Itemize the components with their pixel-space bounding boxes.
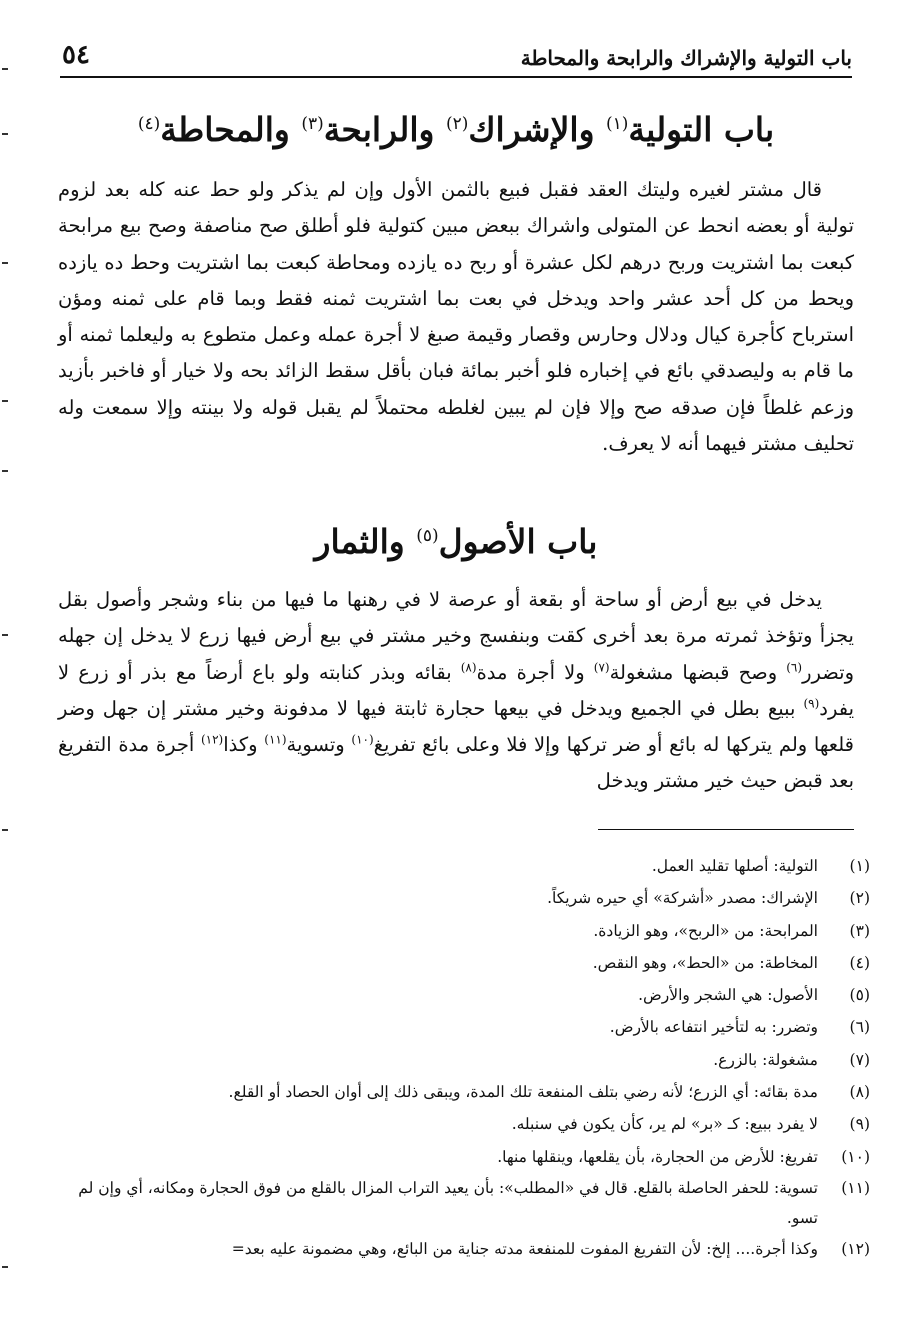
section-title-tawliya: باب التولية$^{(١)}$ والإشراك$^{(٢)}$ والرابحة$^{(٣)}$ والمحاطة$^{(٤)}$ [137,110,775,149]
footnote-item: (١٢) وكذا أجرة.... إلخ: لأن التفريغ المفوت للمنفعة مدته جناية من البائع، وهي مضمونة عليه بعد= [231,1239,870,1258]
scan-margin-mark [2,1266,8,1268]
footnote-item: (٣) المرابحة: من «الربح»، وهو الزيادة. [593,921,870,940]
footnotes-list [60,850,870,1265]
scan-margin-mark [2,262,8,264]
scan-margin-mark [2,829,8,831]
running-title: باب التولية والإشراك والرابحة والمحاطة [520,46,852,70]
section2-paragraph: يدخل في بيع أرض أو ساحة أو بقعة أو عرصة لا في رهنها ما فيها من بناء وشجر وأصول بقل يجزأ وتؤخذ ثمرته مرة بعد أخرى كقت وبنفسج وخير مشتر في بيع أرض فيها زرع لا يدخل إن جهله وتضرر$^{(٦)}$ وصح قبضها مشغولة$^{(٧)}$ ولا أجرة مدة$^{(٨)}$ بقائه وبذر كنابته ولو باع أرضاً مع بذر أو زرع لا يفرد$^{(٩)}$ ببيع بطل في الجميع ويدخل في بيعها حجارة ثابتة فيها لا مدفونة وخير مشتر إن جهل وضر قلعها ولم يتركها له بائع أو ضر تركها وإلا فلا وعلى بائع تفريغ$^{(١٠)}$ وتسوية$^{(١١)}$ وكذا$^{(١٢)}$ أجرة مدة التفريغ بعد قبض حيث خير مشتر ويدخل [58,588,854,793]
footnote-item: (٢) الإشراك: مصدر «أشركة» أي حيره شريكاً. [547,889,870,908]
section1-paragraph: قال مشتر لغيره وليتك العقد فقبل فبيع بالثمن الأول وإن لم يذكر ولو حط عنه كله بعد لزوم تولية أو بعضه انحط عن المتولى واشراك ببعض مبين كتولية فلو أطلق صح مناصفة وصح بيع مرابحة كبعت بما اشتريت وربح درهم لكل عشرة أو ربح ده يازده ومحاطة كبعت بما اشتريت وحط ده يازده ويحط من كل أحد عشر واحد ويدخل في بعت بما اشتريت ثمنه فقط وبما قام على ثمنه ومؤن استرباح كأجرة كيال ودلال وحارس وقصار وقيمة صبغ لا أجرة عمله وعمل متطوع به وليعلما ثمنه أو ما قام به وليصدقي بائع في إخباره فلو أخبر بمائة فبان بأقل سقط الزائد بحه ولا خيار أو فاخبر بأزيد وزعم غلطاً فإن صدقه صح وإلا فإن لم يبين لغلطه محتملاً لم يقبل قوله ولا بينته وإلا سمعت وله تحليف مشتر فيهما أنه لا يعرف. [58,178,854,456]
footnote-item: (٧) مشغولة: بالزرع. [713,1050,870,1069]
scan-margin-mark [2,634,8,636]
page-header [62,34,852,70]
footnote-item: (١١) تسوية: للحفر الحاصلة بالقلع. قال في «المطلب»: بأن يعيد التراب المزال بالقلع من فوق الحجارة ومكانه، أي وإن لم تسو. [78,1178,870,1227]
footnote-item: (٥) الأصول: هي الشجر والأرض. [638,986,870,1005]
scan-margin-mark [2,470,8,472]
page-number: ٥٤ [62,40,90,70]
section2-body [58,582,854,800]
footnote-separator [598,829,854,830]
footnote-item: (٩) لا يفرد ببيع: كـ «بر» لم ير، كأن يكون في سنبله. [511,1115,870,1134]
header-rule [60,76,852,78]
footnote-item: (١٠) تفريغ: للأرض من الحجارة، بأن يقلعها، وينقلها منها. [497,1147,870,1166]
section1-body [58,172,854,462]
scan-margin-mark [2,133,8,135]
scan-margin-mark [2,400,8,402]
footnote-item: (٤) المخاطة: من «الحط»، وهو النقص. [592,953,870,972]
section-title-usul: باب الأصول$^{(٥)}$ والثمار [314,522,598,561]
footnote-item: (١) التولية: أصلها تقليد العمل. [651,857,870,875]
scan-margin-mark [2,68,8,70]
footnote-item: (٨) مدة بقائه: أي الزرع؛ لأنه رضي بتلف المنفعة تلك المدة، ويبقى ذلك إلى أوان الحصاد أو القلع. [228,1083,870,1102]
footnote-item: (٦) وتضرر: به لتأخير انتفاعه بالأرض. [609,1018,870,1037]
